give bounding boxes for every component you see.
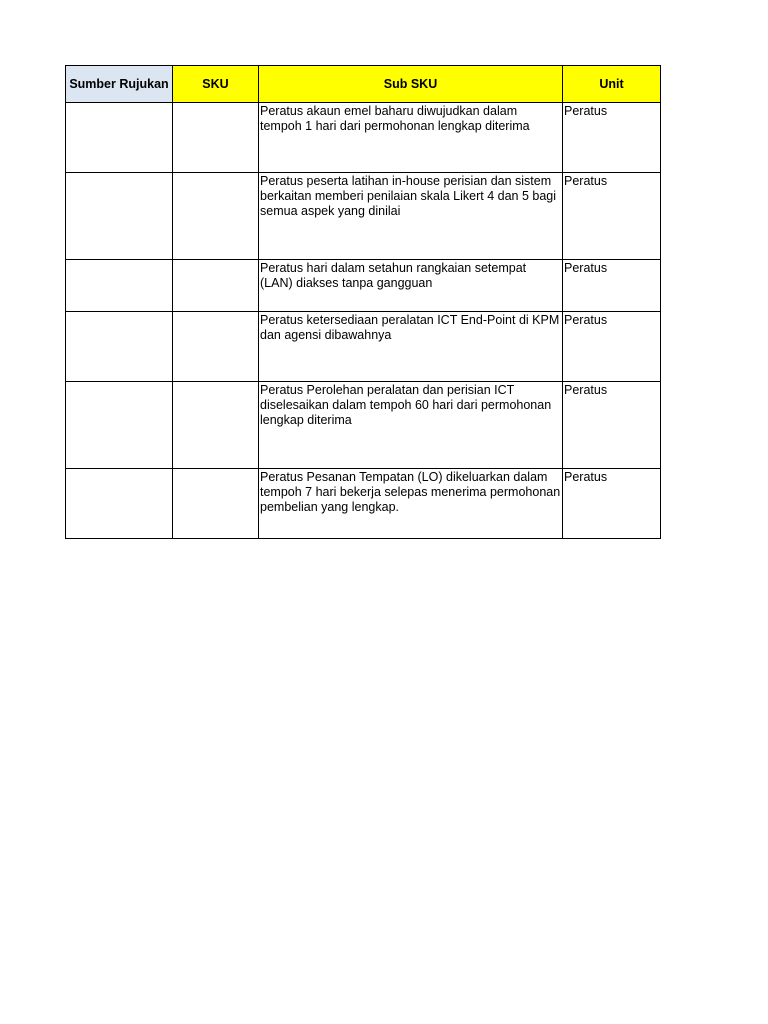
sku-cell[interactable] — [173, 382, 259, 469]
sumber-rujukan-cell[interactable] — [66, 469, 173, 539]
header-row — [66, 66, 661, 103]
unit-cell[interactable]: Peratus — [563, 312, 661, 382]
header-unit[interactable]: Unit — [563, 66, 661, 103]
unit-cell[interactable]: Peratus — [563, 469, 661, 539]
sku-cell[interactable] — [173, 260, 259, 312]
sumber-rujukan-cell[interactable] — [66, 260, 173, 312]
table-row — [66, 469, 661, 539]
header-sku[interactable]: SKU — [173, 66, 259, 103]
table-row — [66, 260, 661, 312]
unit-cell[interactable]: Peratus — [563, 382, 661, 469]
table-row — [66, 312, 661, 382]
unit-cell[interactable]: Peratus — [563, 173, 661, 260]
header-sub-sku[interactable]: Sub SKU — [259, 66, 563, 103]
sku-cell[interactable] — [173, 173, 259, 260]
table-row — [66, 103, 661, 173]
table-row — [66, 173, 661, 260]
sumber-rujukan-cell[interactable] — [66, 103, 173, 173]
header-sumber-rujukan[interactable]: Sumber Rujukan — [66, 66, 173, 103]
sumber-rujukan-cell[interactable] — [66, 173, 173, 260]
sub-sku-cell[interactable]: Peratus Pesanan Tempatan (LO) dikeluarkan dalam tempoh 7 hari bekerja selepas menerima permohonan pembelian yang lengkap. — [259, 469, 563, 539]
table-row — [66, 382, 661, 469]
sub-sku-cell[interactable]: Peratus hari dalam setahun rangkaian setempat (LAN) diakses tanpa gangguan — [259, 260, 563, 312]
sku-table — [65, 65, 661, 539]
sub-sku-cell[interactable]: Peratus Perolehan peralatan dan perisian ICT diselesaikan dalam tempoh 60 hari dari permohonan lengkap diterima — [259, 382, 563, 469]
unit-cell[interactable]: Peratus — [563, 260, 661, 312]
sumber-rujukan-cell[interactable] — [66, 312, 173, 382]
sku-cell[interactable] — [173, 103, 259, 173]
sku-cell[interactable] — [173, 312, 259, 382]
sub-sku-cell[interactable]: Peratus peserta latihan in-house perisian dan sistem berkaitan memberi penilaian skala Likert 4 dan 5 bagi semua aspek yang dinilai — [259, 173, 563, 260]
sub-sku-cell[interactable]: Peratus akaun emel baharu diwujudkan dalam tempoh 1 hari dari permohonan lengkap diterima — [259, 103, 563, 173]
sku-cell[interactable] — [173, 469, 259, 539]
unit-cell[interactable]: Peratus — [563, 103, 661, 173]
sumber-rujukan-cell[interactable] — [66, 382, 173, 469]
sub-sku-cell[interactable]: Peratus ketersediaan peralatan ICT End-Point di KPM dan agensi dibawahnya — [259, 312, 563, 382]
